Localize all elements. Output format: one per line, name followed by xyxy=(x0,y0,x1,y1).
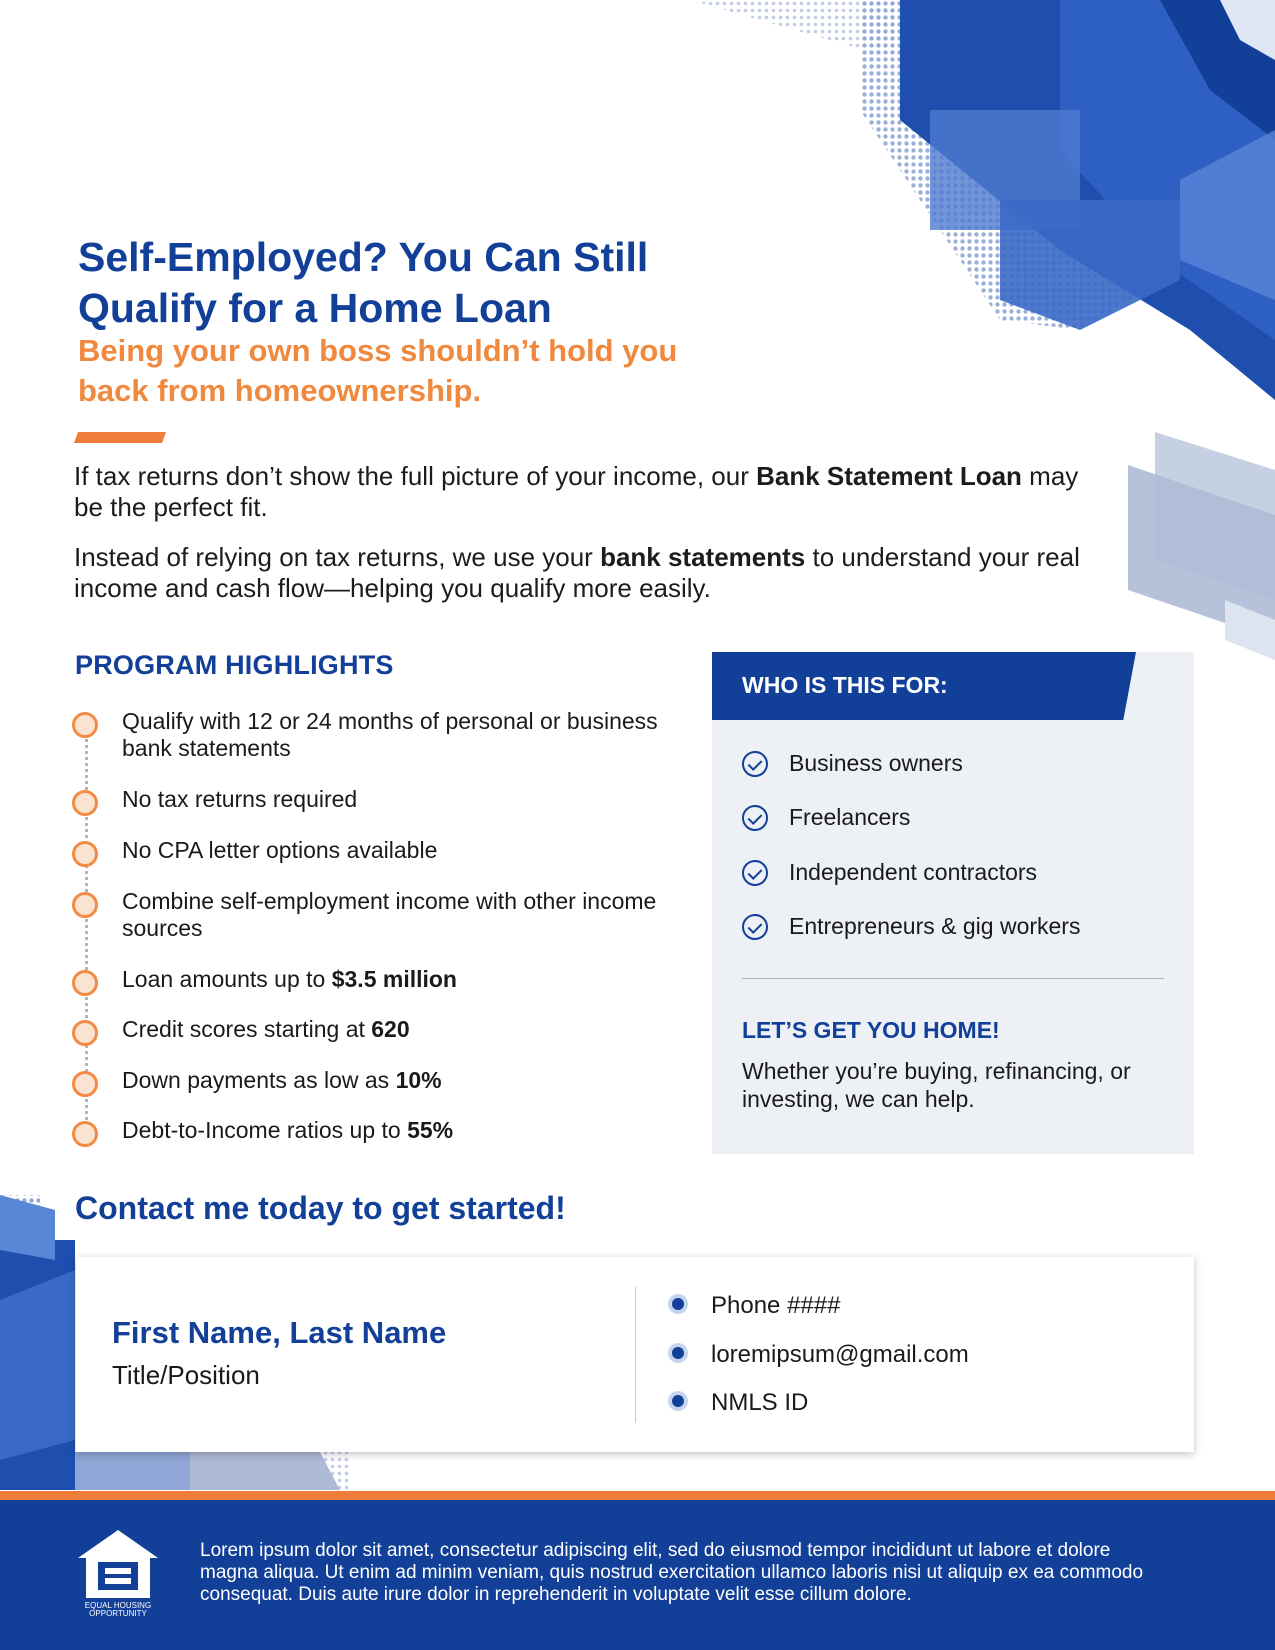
lets-get-you-home-text: Whether you’re buying, refinancing, or investing, we can help. xyxy=(742,1058,1131,1112)
check-circle-icon xyxy=(742,914,768,940)
who-list-item xyxy=(742,858,1172,892)
eho-caption-line-1: EQUAL HOUSING xyxy=(84,1601,152,1610)
right-side-chevrons xyxy=(1128,432,1275,660)
highlight-bold-value: 620 xyxy=(371,1016,410,1042)
intro-2-text-end: to understand your real income and cash flow—helping you qualify more easily. xyxy=(74,542,1080,603)
intro-2-text: Instead of relying on tax returns, we use your xyxy=(74,542,601,572)
highlight-bullet-icon xyxy=(72,892,98,918)
lets-get-you-home-title: LET’S GET YOU HOME! xyxy=(742,1017,1000,1043)
bullet-icon xyxy=(672,1347,684,1359)
eho-caption-line-2: OPPORTUNITY xyxy=(89,1609,147,1618)
highlights-title: PROGRAM HIGHLIGHTS xyxy=(75,650,394,680)
headline-line-1: Self-Employed? You Can Still xyxy=(78,234,649,280)
check-circle-icon xyxy=(742,751,768,777)
bullet-icon xyxy=(672,1298,684,1310)
who-item-label: Business owners xyxy=(789,750,963,776)
highlight-text: Credit scores starting at xyxy=(122,1016,372,1042)
equal-housing-logo xyxy=(76,1528,160,1618)
highlight-bullet-icon xyxy=(72,1071,98,1097)
highlight-item xyxy=(72,786,652,826)
intro-1-text-end: may be the perfect fit. xyxy=(74,461,1079,522)
loan-officer-name: First Name, Last Name xyxy=(112,1315,447,1350)
contact-phone[interactable] xyxy=(672,1292,1172,1326)
highlight-text: Combine self-employment income with other income sources xyxy=(122,888,657,941)
who-divider xyxy=(742,978,1164,979)
who-item-label: Independent contractors xyxy=(789,859,1038,885)
bullet-icon xyxy=(672,1395,684,1407)
check-circle-icon xyxy=(742,805,768,831)
who-item-label: Freelancers xyxy=(789,804,911,830)
highlight-text: No CPA letter options available xyxy=(122,837,438,863)
highlight-bold-value: 55% xyxy=(407,1117,454,1143)
contact-email-text: loremipsum@gmail.com xyxy=(711,1341,969,1368)
who-list-item xyxy=(742,803,1172,837)
contact-nmls xyxy=(672,1389,1172,1423)
highlight-item xyxy=(72,837,652,877)
highlight-item xyxy=(72,708,658,761)
highlight-bold-value: 10% xyxy=(395,1067,442,1093)
who-item-label: Entrepreneurs & gig workers xyxy=(789,913,1081,939)
highlight-bold-value: $3.5 million xyxy=(331,966,457,992)
highlight-item xyxy=(72,888,657,941)
highlight-item xyxy=(72,1016,652,1056)
highlight-bullet-icon xyxy=(72,712,98,738)
highlight-item xyxy=(72,1067,652,1107)
contact-email[interactable] xyxy=(672,1341,1172,1375)
accent-divider xyxy=(74,432,166,443)
footer-accent-bar xyxy=(0,1491,1275,1500)
who-list-item xyxy=(742,749,1172,783)
who-title: WHO IS THIS FOR: xyxy=(742,672,948,698)
highlight-text: No tax returns required xyxy=(122,786,358,812)
check-circle-icon xyxy=(742,860,768,886)
highlight-bullet-icon xyxy=(72,1121,98,1147)
highlight-text: Debt-to-Income ratios up to xyxy=(122,1117,408,1143)
footer-disclaimer: Lorem ipsum dolor sit amet, consectetur adipiscing elit, sed do eiusmod tempor incididunt ut labore et dolore magna aliqua. Ut enim ad minim veniam, quis nostrud exercitation ullamco laboris nisi ut aliquip ex ea commodo consequat. Duis aute irure dolor in reprehenderit in voluptate velit esse cillum dolore. xyxy=(200,1540,1144,1605)
page-headline xyxy=(78,232,718,334)
who-list-item xyxy=(742,912,1172,946)
house-icon xyxy=(76,1528,160,1602)
highlight-item xyxy=(72,1117,652,1157)
equal-housing-caption xyxy=(76,1602,160,1618)
contact-cta-heading: Contact me today to get started! xyxy=(75,1190,566,1226)
intro-1-text: If tax returns don’t show the full picture of your income, our xyxy=(74,461,757,491)
highlight-bullet-icon xyxy=(72,1020,98,1046)
highlight-text: Qualify with 12 or 24 months of personal or business bank statements xyxy=(122,708,658,761)
highlight-text: Down payments as low as xyxy=(122,1067,396,1093)
headline-line-2: Qualify for a Home Loan xyxy=(78,285,552,331)
highlight-item xyxy=(72,966,652,1006)
highlight-bullet-icon xyxy=(72,841,98,867)
intro-2-bold: bank statements xyxy=(600,542,806,572)
contact-nmls-text: NMLS ID xyxy=(711,1389,809,1416)
intro-paragraph-2 xyxy=(74,542,1094,604)
contact-phone-text: Phone #### xyxy=(711,1292,841,1319)
subheadline-line-1: Being your own boss shouldn’t hold you xyxy=(78,333,678,368)
top-right-shapes xyxy=(690,0,1275,400)
highlight-bullet-icon xyxy=(72,970,98,996)
subheadline-line-2: back from homeownership. xyxy=(78,373,482,408)
highlight-text: Loan amounts up to xyxy=(122,966,332,992)
highlight-bullet-icon xyxy=(72,790,98,816)
contact-card-divider xyxy=(635,1287,636,1423)
loan-officer-title: Title/Position xyxy=(112,1360,260,1390)
intro-paragraph-1 xyxy=(74,461,1094,523)
intro-1-bold: Bank Statement Loan xyxy=(756,461,1022,491)
page-subheadline xyxy=(78,331,738,411)
